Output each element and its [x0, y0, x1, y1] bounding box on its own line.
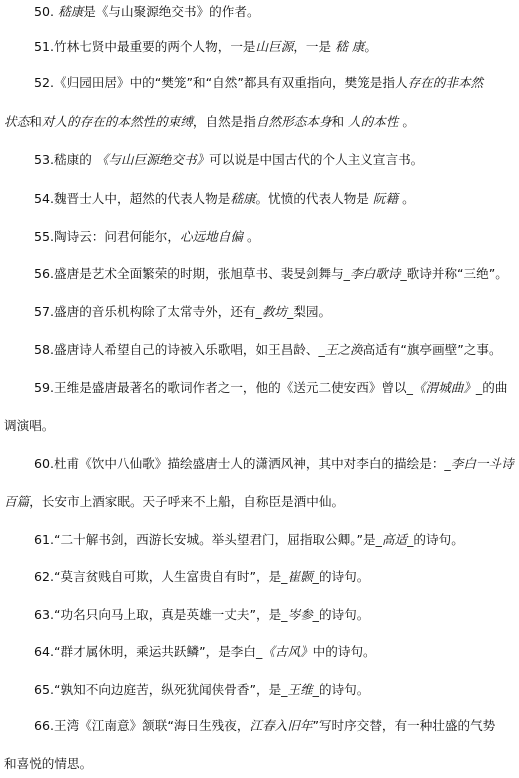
answer-text: 山巨源: [255, 39, 294, 54]
question-text: _的曲: [475, 380, 508, 395]
item-64: [34, 643, 376, 661]
question-text: ，自然是指: [192, 114, 256, 129]
question-text: _的诗句。: [312, 607, 370, 622]
answer-text: 江春入旧年: [249, 718, 313, 733]
item-54: [34, 190, 415, 208]
answer-text: 自然形态本身: [255, 114, 332, 129]
question-text: 65.“孰知不向边庭苦，纵死犹闻侠骨香”，是_: [34, 682, 288, 697]
item-59-line-2: [4, 417, 54, 435]
question-text: _的诗句。: [312, 569, 370, 584]
question-text: 和: [331, 114, 349, 129]
question-text: 。: [398, 191, 415, 206]
item-51: [34, 38, 377, 56]
question-text: 。: [364, 39, 377, 54]
question-text: 。: [242, 229, 260, 244]
item-52-line-1: [34, 74, 483, 92]
question-text: 56.盛唐是艺术全面繁荣的时期，张旭草书、裴旻剑舞与_: [34, 266, 350, 281]
question-text: ，一是: [293, 39, 336, 54]
answer-text: 王维: [287, 682, 313, 697]
answer-text: 嵇 康: [335, 39, 365, 54]
item-57: [34, 303, 331, 321]
question-text: _梨园。: [287, 304, 332, 319]
question-text: 51.竹林七贤中最重要的两个人物，一是: [34, 39, 256, 54]
question-text: 62.“莫言贫贱自可欺，人生富贵自有时”，是_: [34, 569, 288, 584]
item-62: [34, 568, 369, 586]
question-text: 63.“功名只向马上取，真是英雄一丈夫”，是_: [34, 607, 288, 622]
answer-text: 李白歌诗: [349, 266, 401, 281]
question-text: 高适有“旗亭画壁”之事。: [362, 342, 502, 357]
answer-text: 状态: [4, 114, 30, 129]
item-61: [34, 531, 464, 549]
answer-text: 对人的存在的本然性的束缚: [41, 114, 193, 129]
item-58: [34, 341, 502, 359]
question-text: 60.杜甫《饮中八仙歌》描绘盛唐士人的潇洒风神，其中对李白的描绘是：_: [34, 456, 451, 471]
answer-text: 嵇康: [58, 4, 84, 19]
question-text: 64.“群才属休明，乘运共跃鳞”，是李白_: [34, 644, 263, 659]
question-text: 和喜悦的情思。: [4, 756, 93, 771]
item-66-line-1: [34, 717, 495, 735]
question-text: 是《与山聚源绝交书》的作者。: [83, 4, 260, 19]
question-text: _的诗句。: [407, 532, 464, 547]
question-text: 中的诗句。: [312, 644, 376, 659]
question-text: 调演唱。: [4, 418, 55, 433]
question-text: 52.《归园田居》中的“樊笼”和“自然”都具有双重指向，樊笼是指人: [34, 75, 408, 90]
question-text: 58.盛唐诗人希望自己的诗被入乐歌唱，如王昌龄、_: [34, 342, 325, 357]
item-52-line-2: [4, 113, 415, 131]
item-55: [34, 228, 260, 246]
item-63: [34, 606, 369, 624]
answer-text: 王之涣: [324, 342, 363, 357]
question-text: 和: [29, 114, 42, 129]
question-text: 。忧愤的代表人物是: [255, 191, 373, 206]
answer-text: 存在的非本然: [407, 75, 484, 90]
item-60-line-2: [4, 493, 344, 511]
answer-text: 百篇: [4, 494, 30, 509]
answer-text: 李白一斗诗: [450, 456, 514, 471]
answer-text: 岑参: [287, 607, 313, 622]
question-text: ，长安市上酒家眠。天子呼来不上船，自称臣是酒中仙。: [29, 494, 345, 509]
answer-text: 教坊: [261, 304, 288, 319]
answer-text: 阮籍: [372, 191, 399, 206]
answer-text: 人的本性: [348, 114, 399, 129]
question-text: _歌诗并称“三绝”。: [400, 266, 508, 281]
answer-text: 《古风》: [262, 644, 313, 659]
question-text: 61.“二十解书剑，西游长安城。举头望君门，屈指取公卿。”是_: [34, 532, 382, 547]
question-text: 57.盛唐的音乐机构除了太常寺外，还有_: [34, 304, 262, 319]
answer-text: 高适: [381, 532, 408, 547]
question-text: 54.魏晋士人中，超然的代表人物是: [34, 191, 231, 206]
item-53: [34, 151, 423, 169]
answer-text: 《渭城曲》: [412, 380, 476, 395]
item-50: [34, 3, 260, 21]
question-text: 。: [398, 114, 416, 129]
answer-text: 嵇康: [230, 191, 256, 206]
question-text: ”写时序交替，有一种壮盛的气势: [312, 718, 496, 733]
answer-text: 《与山巨源绝交书》: [95, 152, 210, 167]
question-text: 可以说是中国古代的个人主义宣言书。: [209, 152, 424, 167]
answer-text: 崔颢: [287, 569, 313, 584]
question-text: 59.王维是盛唐最著名的歌词作者之一，他的《送元二使安西》曾以_: [34, 380, 413, 395]
question-text: 55.陶诗云：问君何能尔，: [34, 229, 180, 244]
question-text: 66.王湾《江南意》颔联“海日生残夜，: [34, 718, 250, 733]
item-66-line-2: [4, 755, 92, 773]
item-56: [34, 265, 508, 283]
item-65: [34, 681, 369, 699]
item-59-line-1: [34, 379, 507, 397]
answer-text: 心远地自偏: [179, 229, 243, 244]
question-text: _的诗句。: [312, 682, 370, 697]
question-text: 50.: [34, 4, 59, 19]
item-60-line-1: [34, 455, 514, 473]
question-text: 53.嵇康的: [34, 152, 96, 167]
